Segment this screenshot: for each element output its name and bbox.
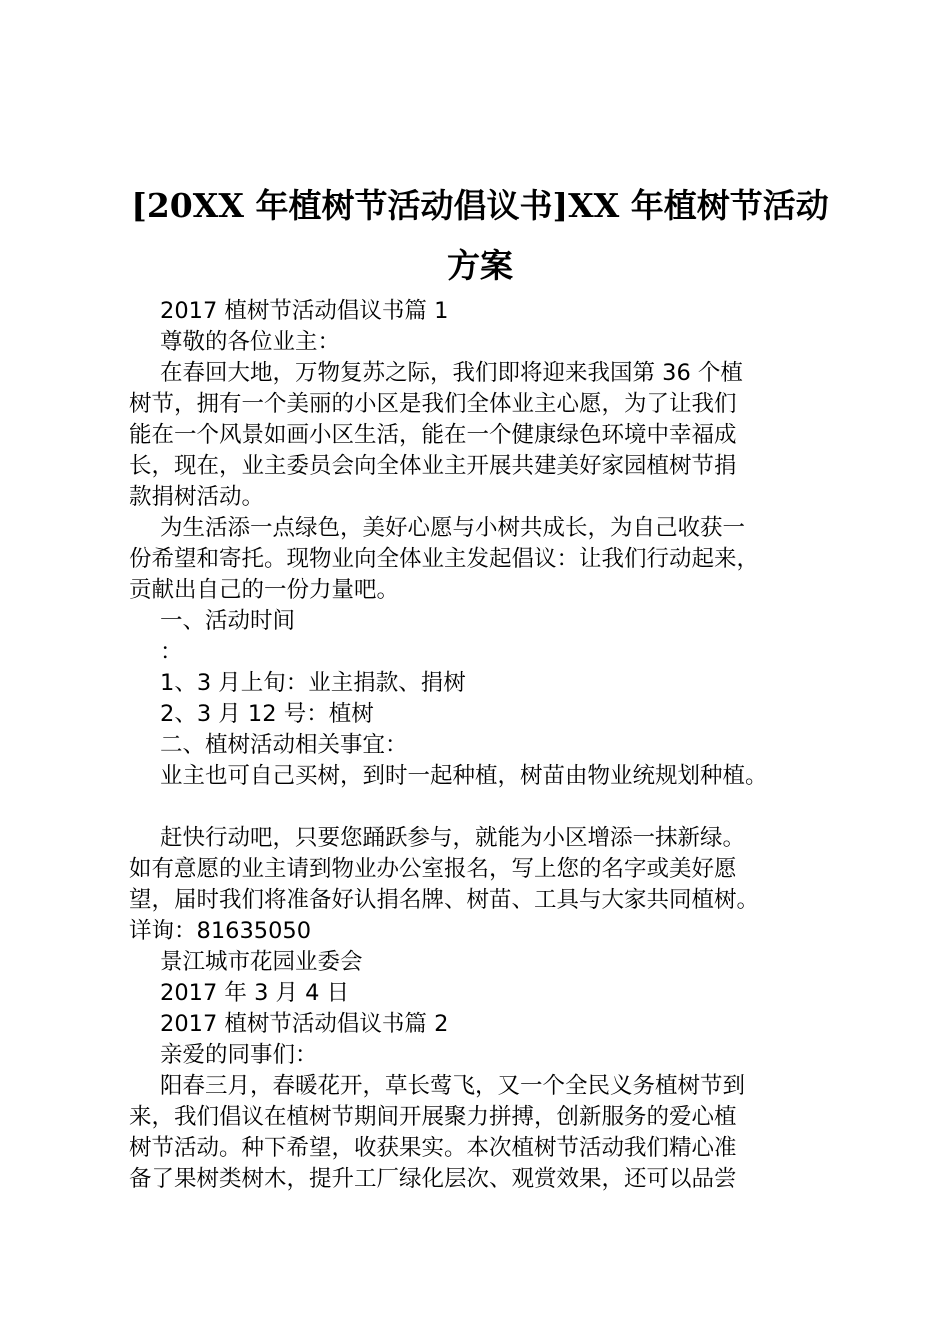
paragraph-line: 业主也可自己买树，到时一起种植，树苗由物业统规划种植。 — [160, 763, 768, 789]
paragraph-line: 赶快行动吧，只要您踊跃参与，就能为小区增添一抹新绿。 — [160, 825, 746, 851]
paragraph-line: 来，我们倡议在植树节期间开展聚力拼搏，创新服务的爱心植 — [129, 1104, 737, 1130]
salutation-1: 尊敬的各位业主： — [160, 329, 341, 355]
list-heading-related-matters: 二、植树活动相关事宜： — [160, 732, 408, 758]
section-heading-2: 2017 植树节活动倡议书篇 2 — [160, 1011, 449, 1037]
paragraph-line: 能在一个风景如画小区生活，能在一个健康绿色环境中幸福成 — [129, 422, 737, 448]
contact-phone: 详询：81635050 — [129, 918, 312, 944]
paragraph-line: 款捐树活动。 — [129, 484, 265, 510]
paragraph-line: 长，现在，业主委员会向全体业主开展共建美好家园植树节捐 — [129, 453, 737, 479]
signature-date: 2017 年 3 月 4 日 — [160, 980, 350, 1006]
paragraph-line: 如有意愿的业主请到物业办公室报名，写上您的名字或美好愿 — [129, 856, 737, 882]
paragraph-line: 树节，拥有一个美丽的小区是我们全体业主心愿，为了让我们 — [129, 391, 737, 417]
salutation-2: 亲爱的同事们： — [160, 1042, 318, 1068]
list-heading-activity-time: 一、活动时间 — [160, 608, 296, 634]
paragraph-line: 贡献出自己的一份力量吧。 — [129, 577, 400, 603]
paragraph-line: 备了果树类树木，提升工厂绿化层次、观赏效果，还可以品尝 — [129, 1166, 737, 1192]
document-title-line-1: [20XX 年植树节活动倡议书]XX 年植树节活动 — [131, 186, 829, 225]
document-title-line-2: 方案 — [447, 246, 513, 285]
blank-line — [129, 792, 829, 823]
paragraph-line: 望，届时我们将准备好认捐名牌、树苗、工具与大家共同植树。 — [129, 887, 760, 913]
list-item: 2、3 月 12 号：植树 — [160, 701, 374, 727]
paragraph-line: 为生活添一点绿色，美好心愿与小树共成长，为自己收获一 — [160, 515, 746, 541]
list-item: 1、3 月上旬：业主捐款、捐树 — [160, 670, 466, 696]
list-colon: ： — [160, 639, 183, 665]
signature-organization: 景江城市花园业委会 — [160, 949, 363, 975]
paragraph-line: 份希望和寄托。现物业向全体业主发起倡议：让我们行动起来， — [129, 546, 760, 572]
paragraph-line: 在春回大地，万物复苏之际，我们即将迎来我国第 36 个植 — [160, 360, 743, 386]
paragraph-line: 树节活动。种下希望，收获果实。本次植树节活动我们精心准 — [129, 1135, 737, 1161]
document-body — [129, 296, 829, 1195]
section-heading-1: 2017 植树节活动倡议书篇 1 — [160, 298, 449, 324]
paragraph-line: 阳春三月，春暖花开，草长莺飞，又一个全民义务植树节到 — [160, 1073, 746, 1099]
